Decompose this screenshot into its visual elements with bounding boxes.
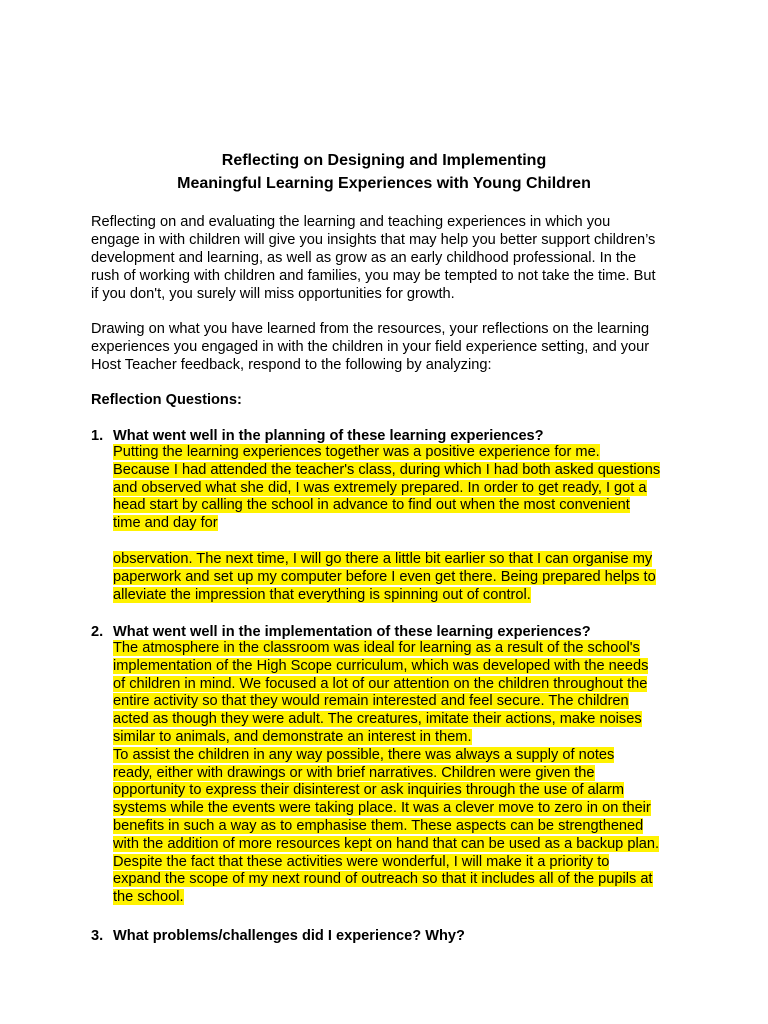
answer-line: entire activity so that they would remain interested and feel secure. The children	[113, 693, 629, 710]
question-2	[91, 623, 591, 641]
intro-line: if you don't, you surely will miss opportunities for growth.	[91, 286, 455, 302]
drawing-line: Host Teacher feedback, respond to the following by analyzing:	[91, 357, 492, 373]
answer-line: benefits in such a way as to emphasise them. These aspects can be strengthened	[113, 817, 644, 834]
answer-2	[113, 640, 659, 907]
answer-line: implementation of the High Scope curriculum, which was developed with the needs	[113, 657, 649, 674]
answer-line: and observed what she did, I was extremely prepared. In order to get ready, I got a	[113, 479, 647, 496]
question-text: What went well in the implementation of these learning experiences?	[113, 624, 591, 640]
answer-line: systems while the events were taking place. It was a clever move to zero in on their	[113, 800, 651, 817]
drawing-line: experiences you engaged in with the children in your field experience setting, and your	[91, 339, 650, 355]
answer-line: opportunity to express their disinterest or ask inquiries through the use of alarm	[113, 782, 625, 799]
question-number: 1.	[91, 428, 104, 444]
answer-line: acted as though they were adult. The creatures, imitate their actions, make noises	[113, 711, 642, 728]
question-number: 2.	[91, 624, 104, 640]
answer-line: Despite the fact that these activities were wonderful, I will make it a priority to	[113, 853, 610, 870]
document-title-line-2: Meaningful Learning Experiences with Young Children	[177, 175, 591, 192]
answer-line: paperwork and set up my computer before I even get there. Being prepared helps to	[113, 568, 656, 585]
answer-line: similar to animals, and demonstrate an interest in them.	[113, 728, 472, 745]
answer-line: the school.	[113, 889, 184, 906]
reflection-questions-heading: Reflection Questions:	[91, 392, 242, 408]
answer-line: Because I had attended the teacher's class, during which I had both asked questions	[113, 461, 661, 478]
intro-line: rush of working with children and families, you may be tempted to not take the time. But	[91, 268, 656, 284]
answer-line: Putting the learning experiences together was a positive experience for me.	[113, 444, 600, 460]
question-3	[91, 927, 465, 945]
drawing-line: Drawing on what you have learned from the resources, your reflections on the learning	[91, 321, 650, 337]
answer-line: To assist the children in any way possible, there was always a supply of notes	[113, 746, 615, 763]
drawing-paragraph	[91, 320, 691, 374]
intro-paragraph	[91, 213, 691, 303]
intro-line: development and learning, as well as grow as an early childhood professional. In the	[91, 250, 637, 266]
question-text: What went well in the planning of these learning experiences?	[113, 428, 544, 444]
answer-line: with the addition of more resources kept on hand that can be used as a backup plan.	[113, 835, 659, 852]
answer-line: alleviate the impression that everything is spinning out of control.	[113, 586, 531, 603]
document-title-line-1: Reflecting on Designing and Implementing	[221, 152, 547, 169]
answer-line: of children in mind. We focused a lot of our attention on the children throughout the	[113, 675, 648, 692]
answer-line: observation. The next time, I will go there a little bit earlier so that I can organise my	[113, 551, 653, 567]
intro-line: Reflecting on and evaluating the learning and teaching experiences in which you	[91, 214, 611, 230]
answer-line: ready, either with drawings or with brief narratives. Children were given the	[113, 764, 595, 781]
answer-1-part-b	[113, 551, 656, 604]
answer-1-part-a	[113, 444, 660, 533]
answer-line: expand the scope of my next round of outreach so that it includes all of the pupils at	[113, 871, 653, 888]
answer-line: time and day for	[113, 515, 218, 532]
question-text: What problems/challenges did I experience? Why?	[113, 928, 465, 944]
intro-line: engage in with children will give you insights that may help you better support children’s	[91, 232, 656, 248]
question-1	[91, 427, 544, 445]
answer-line: The atmosphere in the classroom was ideal for learning as a result of the school's	[113, 640, 640, 656]
answer-line: head start by calling the school in advance to find out when the most convenient	[113, 497, 630, 514]
question-number: 3.	[91, 928, 104, 944]
